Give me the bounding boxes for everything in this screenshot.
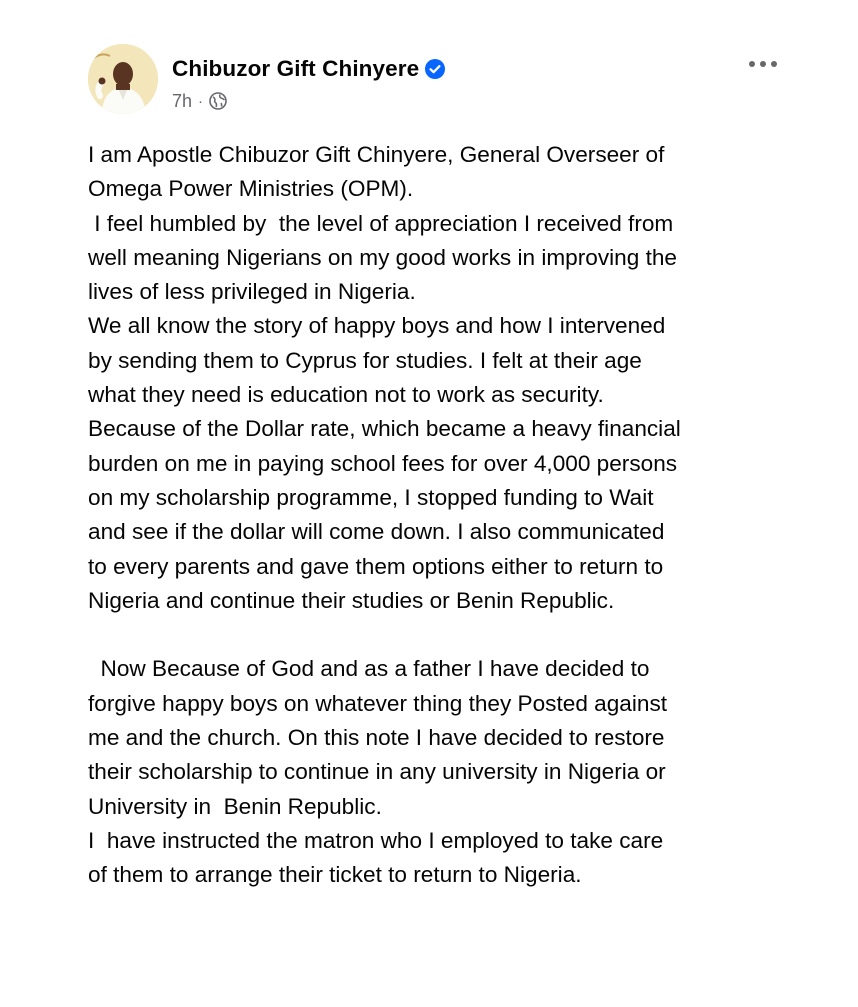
author-name[interactable]: Chibuzor Gift Chinyere	[172, 56, 420, 81]
post-text-line	[88, 618, 818, 652]
meta-separator: ·	[198, 92, 204, 110]
author-name-row	[172, 54, 445, 84]
globe-icon[interactable]	[209, 92, 227, 110]
more-options-icon	[748, 60, 778, 68]
author-avatar[interactable]	[88, 44, 158, 114]
post-text-line: I have instructed the matron who I employed to take care	[88, 827, 664, 853]
verified-badge-icon	[425, 59, 445, 79]
profile-photo-icon	[88, 44, 158, 114]
post-text-line: Now Because of God and as a father I have decided to	[88, 656, 650, 682]
post-text-line: Omega Power Ministries (OPM).	[88, 176, 414, 202]
post-text-line: by sending them to Cyprus for studies. I felt at their age	[88, 347, 642, 373]
post-text-line: what they need is education not to work as security.	[88, 382, 604, 408]
post-text-line: their scholarship to continue in any university in Nigeria or	[88, 759, 666, 785]
post-text-line: forgive happy boys on whatever thing they Posted against	[88, 690, 668, 716]
post-text-line: I am Apostle Chibuzor Gift Chinyere, General Overseer of	[88, 142, 665, 167]
post-text-line: burden on me in paying school fees for over 4,000 persons	[88, 450, 678, 476]
post-text-line: and see if the dollar will come down. I also communicated	[88, 519, 665, 545]
more-options-button[interactable]	[746, 50, 780, 78]
post-text	[88, 138, 818, 893]
post-text-line: to every parents and gave them options either to return to	[88, 553, 664, 579]
post-meta	[172, 88, 227, 114]
post-text-line: on my scholarship programme, I stopped funding to Wait	[88, 484, 654, 510]
post-text-line: We all know the story of happy boys and how I intervened	[88, 313, 666, 339]
post-text-line: Because of the Dollar rate, which became a heavy financial	[88, 416, 681, 442]
post-text-line: University in Benin Republic.	[88, 793, 382, 819]
post-text-line: Nigeria and continue their studies or Benin Republic.	[88, 587, 615, 613]
post-text-line: well meaning Nigerians on my good works in improving the	[88, 244, 677, 270]
post-text-line: me and the church. On this note I have decided to restore	[88, 725, 665, 751]
post-text-line: I feel humbled by the level of appreciation I received from	[88, 210, 674, 236]
post-timestamp[interactable]: 7h	[172, 90, 193, 111]
post-header	[88, 44, 788, 120]
post-text-line: lives of less privileged in Nigeria.	[88, 279, 416, 305]
post-text-line: of them to arrange their ticket to return to Nigeria.	[88, 862, 582, 888]
